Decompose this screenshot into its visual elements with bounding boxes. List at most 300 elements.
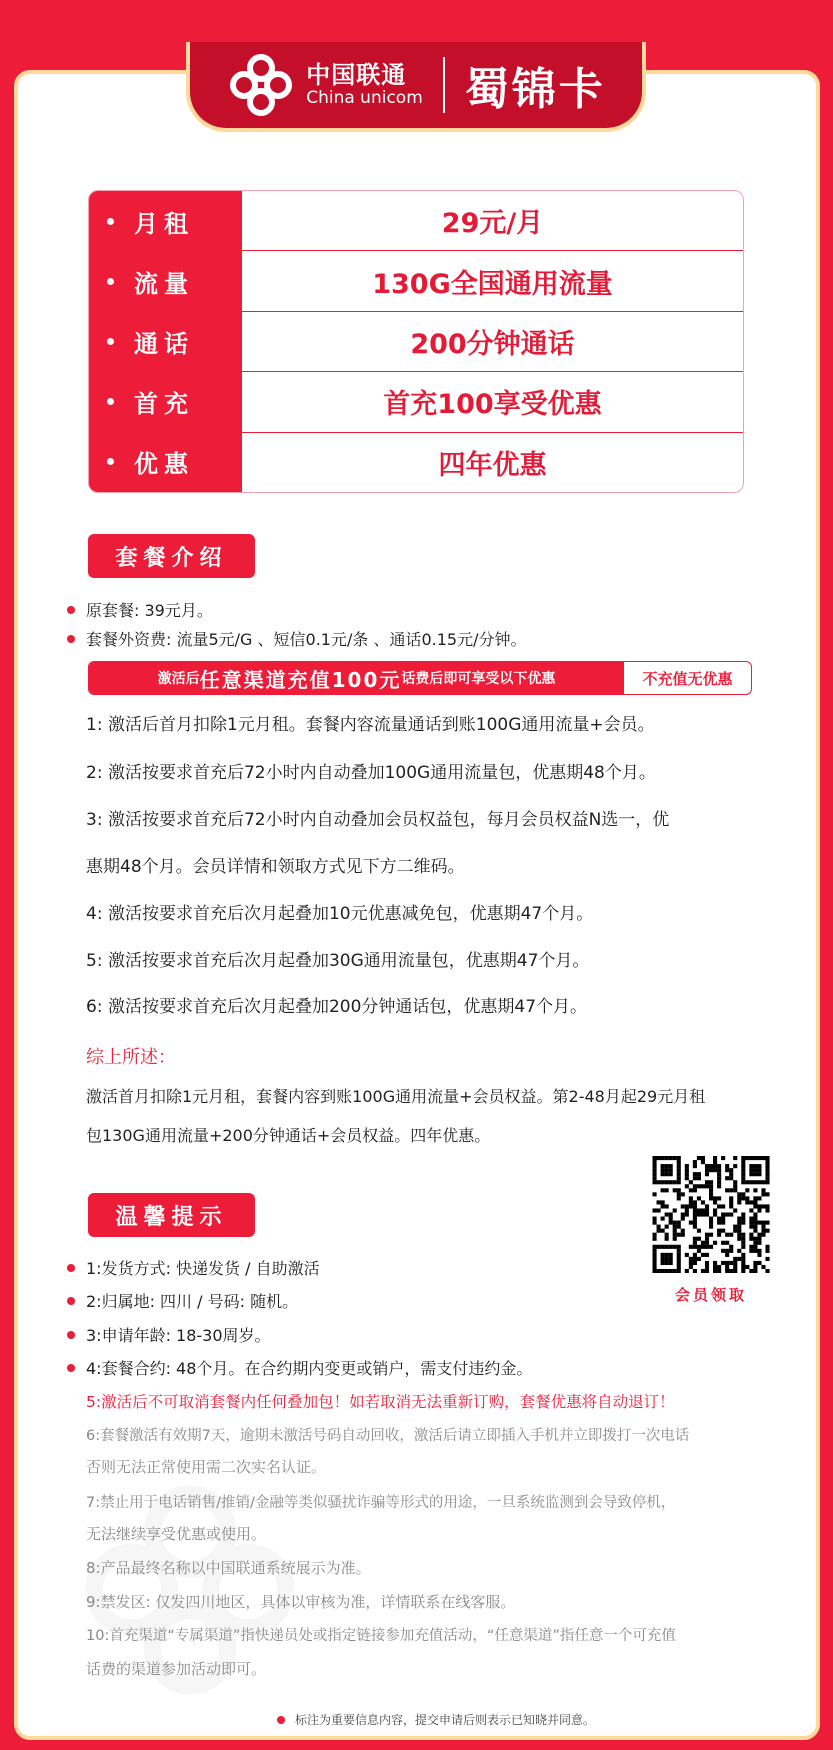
qr-module xyxy=(673,1229,677,1233)
qr-module xyxy=(729,1188,733,1192)
qr-module xyxy=(689,1188,693,1192)
qr-module xyxy=(721,1217,725,1221)
qr-module xyxy=(745,1200,749,1204)
qr-module xyxy=(685,1253,689,1257)
qr-module xyxy=(697,1237,701,1241)
qr-module xyxy=(685,1204,689,1208)
qr-module xyxy=(757,1156,761,1160)
intro-bullet: 套餐外资费: 流量5元/G 、短信0.1元/条 、通话0.15元/分钟。 xyxy=(86,630,527,649)
qr-module xyxy=(701,1245,705,1249)
qr-module xyxy=(765,1172,769,1176)
qr-module xyxy=(665,1269,669,1273)
bullet-icon xyxy=(67,1331,75,1339)
qr-module xyxy=(721,1249,725,1253)
qr-module xyxy=(677,1225,681,1229)
qr-module xyxy=(753,1241,757,1245)
qr-module xyxy=(741,1253,745,1257)
qr-module xyxy=(693,1204,697,1208)
qr-module xyxy=(653,1265,657,1269)
qr-module xyxy=(713,1241,717,1245)
qr-module xyxy=(749,1249,753,1253)
qr-module xyxy=(701,1241,705,1245)
qr-module xyxy=(753,1204,757,1208)
qr-module xyxy=(665,1225,669,1229)
qr-module xyxy=(729,1212,733,1216)
qr-module xyxy=(697,1249,701,1253)
qr-module xyxy=(681,1233,685,1237)
qr-module xyxy=(689,1221,693,1225)
qr-module xyxy=(725,1253,729,1257)
page-title: 蜀锦卡 xyxy=(464,64,606,115)
qr-module xyxy=(661,1261,665,1265)
qr-module xyxy=(693,1257,697,1261)
qr-module xyxy=(765,1180,769,1184)
qr-module xyxy=(673,1221,677,1225)
qr-module xyxy=(765,1204,769,1208)
tip-warning: 5:激活后不可取消套餐内任何叠加包！如若取消无法重新订购，套餐优惠将自动退订！ xyxy=(86,1393,675,1411)
qr-module xyxy=(709,1184,713,1188)
qr-module xyxy=(693,1269,697,1273)
qr-module xyxy=(717,1229,721,1233)
benefit-item: 6: 激活按要求首充后次月起叠加200分钟通话包，优惠期47个月。 xyxy=(86,997,588,1017)
section-heading-intro: 套餐介绍 xyxy=(88,534,255,578)
qr-module xyxy=(685,1164,689,1168)
qr-module xyxy=(705,1241,709,1245)
qr-module xyxy=(753,1217,757,1221)
qr-module xyxy=(697,1156,701,1160)
qr-module xyxy=(653,1257,657,1261)
qr-module xyxy=(653,1221,657,1225)
qr-module xyxy=(661,1229,665,1233)
qr-module xyxy=(741,1156,745,1160)
qr-module xyxy=(757,1221,761,1225)
qr-module xyxy=(729,1204,733,1208)
qr-module xyxy=(653,1237,657,1241)
qr-module xyxy=(681,1204,685,1208)
qr-module xyxy=(685,1176,689,1180)
qr-module xyxy=(673,1225,677,1229)
qr-module xyxy=(725,1265,729,1269)
qr-module xyxy=(733,1188,737,1192)
bullet-icon xyxy=(67,635,75,643)
qr-module xyxy=(733,1257,737,1261)
qr-module xyxy=(653,1176,657,1180)
qr-module xyxy=(717,1217,721,1221)
qr-module xyxy=(697,1212,701,1216)
conclusion-text: 激活首月扣除1元月租，套餐内容到账100G通用流量+会员权益。第2-48月起29元月租 xyxy=(86,1087,706,1106)
qr-module xyxy=(737,1233,741,1237)
qr-module xyxy=(757,1249,761,1253)
qr-module xyxy=(677,1245,681,1249)
qr-module xyxy=(713,1269,717,1273)
benefit-item: 2: 激活按要求首充后72小时内自动叠加100G通用流量包，优惠期48个月。 xyxy=(86,763,656,783)
qr-module xyxy=(689,1245,693,1249)
qr-module xyxy=(701,1253,705,1257)
qr-module xyxy=(669,1221,673,1225)
qr-module xyxy=(717,1196,721,1200)
qr-module xyxy=(657,1245,661,1249)
qr-module xyxy=(761,1233,765,1237)
bullet-icon xyxy=(107,278,114,285)
qr-module xyxy=(761,1180,765,1184)
qr-module xyxy=(669,1164,673,1168)
qr-module xyxy=(701,1269,705,1273)
qr-module xyxy=(741,1196,745,1200)
benefit-item: 惠期48个月。会员详情和领取方式见下方二维码。 xyxy=(86,857,465,877)
qr-module xyxy=(653,1253,657,1257)
qr-module xyxy=(753,1168,757,1172)
qr-module xyxy=(725,1233,729,1237)
qr-module xyxy=(685,1269,689,1273)
qr-module xyxy=(653,1249,657,1253)
qr-module xyxy=(753,1212,757,1216)
qr-module xyxy=(693,1217,697,1221)
qr-module xyxy=(757,1172,761,1176)
qr-module xyxy=(653,1180,657,1184)
tip-note: 无法继续享受优惠或使用。 xyxy=(86,1525,267,1543)
qr-module xyxy=(741,1257,745,1261)
qr-module xyxy=(753,1265,757,1269)
qr-module xyxy=(729,1269,733,1273)
qr-module xyxy=(733,1269,737,1273)
qr-module xyxy=(745,1196,749,1200)
qr-module xyxy=(717,1164,721,1168)
qr-module xyxy=(737,1217,741,1221)
qr-module xyxy=(689,1265,693,1269)
qr-module xyxy=(765,1164,769,1168)
qr-module xyxy=(749,1225,753,1229)
qr-module xyxy=(661,1180,665,1184)
qr-module xyxy=(701,1160,705,1164)
qr-module xyxy=(737,1257,741,1261)
qr-module xyxy=(709,1217,713,1221)
qr-module xyxy=(669,1212,673,1216)
qr-module xyxy=(653,1233,657,1237)
qr-module xyxy=(741,1160,745,1164)
qr-module xyxy=(677,1164,681,1168)
qr-module xyxy=(709,1221,713,1225)
row-value: 29元/月 xyxy=(242,191,743,251)
qr-module xyxy=(705,1269,709,1273)
qr-module xyxy=(693,1176,697,1180)
qr-module xyxy=(665,1164,669,1168)
qr-module xyxy=(697,1196,701,1200)
tip-item: 4:套餐合约: 48个月。在合约期内变更或销户，需支付违约金。 xyxy=(86,1359,533,1378)
qr-module xyxy=(677,1188,681,1192)
qr-module xyxy=(669,1156,673,1160)
qr-module xyxy=(713,1212,717,1216)
qr-module xyxy=(753,1261,757,1265)
qr-module xyxy=(753,1172,757,1176)
qr-module xyxy=(709,1196,713,1200)
qr-module xyxy=(693,1208,697,1212)
qr-module xyxy=(749,1168,753,1172)
qr-module xyxy=(753,1188,757,1192)
qr-module xyxy=(729,1168,733,1172)
qr-module xyxy=(653,1172,657,1176)
qr-module xyxy=(677,1196,681,1200)
qr-module xyxy=(753,1245,757,1249)
qr-module xyxy=(741,1180,745,1184)
qr-module xyxy=(757,1253,761,1257)
tip-note: 9:禁发区: 仅发四川地区，具体以审核为准，详情联系在线客服。 xyxy=(86,1593,516,1611)
tip-note: 10:首充渠道“专属渠道”指快递员处或指定链接参加充值活动，“任意渠道”指任意一个可充值 xyxy=(86,1628,676,1644)
qr-module xyxy=(713,1164,717,1168)
qr-module xyxy=(737,1237,741,1241)
row-value: 四年优惠 xyxy=(438,449,547,481)
qr-module xyxy=(701,1184,705,1188)
qr-module xyxy=(661,1156,665,1160)
qr-module xyxy=(701,1200,705,1204)
qr-module xyxy=(721,1156,725,1160)
qr-module xyxy=(741,1241,745,1245)
row-label: 流量 xyxy=(89,251,242,311)
qr-module xyxy=(717,1265,721,1269)
qr-module xyxy=(765,1168,769,1172)
qr-module xyxy=(753,1221,757,1225)
benefit-item: 1: 激活后首月扣除1元月租。套餐内容流量通话到账100G通用流量+会员。 xyxy=(86,715,655,735)
qr-module xyxy=(733,1156,737,1160)
benefit-item: 5: 激活按要求首充后次月起叠加30G通用流量包，优惠期47个月。 xyxy=(86,951,590,971)
qr-module xyxy=(677,1265,681,1269)
qr-module xyxy=(733,1164,737,1168)
qr-module xyxy=(741,1245,745,1249)
qr-module xyxy=(729,1233,733,1237)
qr-module xyxy=(733,1225,737,1229)
qr-module xyxy=(709,1225,713,1229)
tip-note: 7:禁止用于电话销售/推销/金融等类似骚扰诈骗等形式的用途，一旦系统监测到会导致停机， xyxy=(86,1495,676,1511)
qr-module xyxy=(657,1200,661,1204)
qr-module xyxy=(661,1168,665,1172)
row-label: 通话 xyxy=(89,311,242,371)
qr-module xyxy=(685,1172,689,1176)
brand-name-cn: 中国联通 xyxy=(306,61,407,90)
bullet-icon xyxy=(277,1716,285,1724)
qr-module xyxy=(713,1168,717,1172)
qr-module xyxy=(705,1180,709,1184)
qr-module xyxy=(741,1176,745,1180)
qr-module xyxy=(713,1261,717,1265)
bullet-icon xyxy=(107,338,114,345)
qr-module xyxy=(661,1172,665,1176)
qr-module xyxy=(661,1253,665,1257)
qr-module xyxy=(749,1164,753,1168)
qr-module xyxy=(661,1257,665,1261)
qr-module xyxy=(757,1208,761,1212)
qr-module xyxy=(757,1204,761,1208)
qr-module xyxy=(745,1265,749,1269)
qr-module xyxy=(753,1180,757,1184)
qr-module xyxy=(709,1233,713,1237)
qr-module xyxy=(737,1196,741,1200)
qr-module xyxy=(765,1269,769,1273)
qr-module xyxy=(753,1225,757,1229)
bullet-icon xyxy=(107,218,114,225)
qr-module xyxy=(677,1257,681,1261)
qr-module xyxy=(665,1261,669,1265)
qr-module xyxy=(705,1184,709,1188)
qr-module xyxy=(657,1269,661,1273)
tip-note: 否则无法正常使用需二次实名认证。 xyxy=(86,1458,327,1476)
qr-module xyxy=(741,1168,745,1172)
qr-module xyxy=(657,1229,661,1233)
qr-module xyxy=(705,1212,709,1216)
qr-module xyxy=(665,1172,669,1176)
qr-module xyxy=(669,1180,673,1184)
qr-module xyxy=(653,1168,657,1172)
qr-module xyxy=(677,1176,681,1180)
qr-module xyxy=(733,1261,737,1265)
qr-module xyxy=(757,1180,761,1184)
qr-module xyxy=(689,1261,693,1265)
qr-module xyxy=(749,1217,753,1221)
qr-module xyxy=(717,1176,721,1180)
qr-module xyxy=(661,1164,665,1168)
qr-module xyxy=(713,1200,717,1204)
qr-module xyxy=(705,1172,709,1176)
qr-module xyxy=(737,1221,741,1225)
qr-module xyxy=(717,1204,721,1208)
benefit-item: 3: 激活按要求首充后72小时内自动叠加会员权益包，每月会员权益N选一，优 xyxy=(86,810,670,830)
qr-module xyxy=(745,1180,749,1184)
qr-module xyxy=(749,1180,753,1184)
qr-module xyxy=(729,1261,733,1265)
qr-module xyxy=(761,1204,765,1208)
qr-module xyxy=(749,1221,753,1225)
qr-module xyxy=(753,1229,757,1233)
qr-module xyxy=(741,1164,745,1168)
qr-module xyxy=(677,1261,681,1265)
qr-module xyxy=(697,1245,701,1249)
qr-module xyxy=(717,1184,721,1188)
qr-module xyxy=(737,1200,741,1204)
tip-note: 6:套餐激活有效期7天，逾期未激活号码自动回收，激活后请立即插入手机并立即拨打一次电话 xyxy=(86,1428,690,1444)
qr-module xyxy=(669,1269,673,1273)
qr-module xyxy=(697,1208,701,1212)
qr-module xyxy=(765,1249,769,1253)
qr-module xyxy=(657,1225,661,1229)
qr-module xyxy=(653,1192,657,1196)
qr-module xyxy=(697,1257,701,1261)
qr-module xyxy=(705,1233,709,1237)
qr-module xyxy=(697,1229,701,1233)
qr-module xyxy=(669,1253,673,1257)
bullet-icon xyxy=(67,606,75,614)
qr-module xyxy=(729,1245,733,1249)
qr-caption: 会员领取 xyxy=(674,1286,747,1304)
row-label: 优惠 xyxy=(89,432,242,492)
qr-module xyxy=(693,1160,697,1164)
tip-item: 3:申请年龄: 18-30周岁。 xyxy=(86,1326,271,1345)
qr-module xyxy=(677,1160,681,1164)
qr-module xyxy=(757,1233,761,1237)
qr-module xyxy=(701,1156,705,1160)
qr-module xyxy=(705,1204,709,1208)
qr-module xyxy=(737,1192,741,1196)
qr-module xyxy=(669,1245,673,1249)
qr-module xyxy=(669,1217,673,1221)
qr-module xyxy=(729,1176,733,1180)
benefit-item: 4: 激活按要求首充后次月起叠加10元优惠减免包，优惠期47个月。 xyxy=(86,904,594,924)
tip-note: 话费的渠道参加活动即可。 xyxy=(86,1660,267,1678)
qr-module xyxy=(665,1245,669,1249)
qr-module xyxy=(665,1212,669,1216)
qr-module xyxy=(673,1233,677,1237)
qr-module xyxy=(761,1188,765,1192)
qr-module xyxy=(725,1168,729,1172)
qr-module xyxy=(717,1269,721,1273)
qr-module xyxy=(713,1156,717,1160)
qr-module xyxy=(697,1176,701,1180)
qr-module xyxy=(665,1233,669,1237)
qr-module xyxy=(741,1192,745,1196)
section-heading-tips: 温馨提示 xyxy=(88,1193,255,1237)
qr-module xyxy=(693,1164,697,1168)
qr-module xyxy=(765,1257,769,1261)
qr-module xyxy=(681,1217,685,1221)
qr-module xyxy=(765,1192,769,1196)
qr-module xyxy=(705,1237,709,1241)
qr-module xyxy=(709,1180,713,1184)
qr-module xyxy=(661,1245,665,1249)
qr-module xyxy=(685,1184,689,1188)
qr-module xyxy=(693,1212,697,1216)
recharge-banner xyxy=(88,661,752,695)
qr-module xyxy=(709,1164,713,1168)
tip-item: 1:发货方式: 快递发货 / 自助激活 xyxy=(86,1259,320,1278)
qr-module xyxy=(753,1249,757,1253)
qr-module xyxy=(757,1168,761,1172)
qr-module xyxy=(673,1180,677,1184)
qr-module xyxy=(673,1188,677,1192)
qr-module xyxy=(665,1257,669,1261)
qr-module xyxy=(677,1172,681,1176)
qr-module xyxy=(725,1249,729,1253)
banner-prefix: 激活后 xyxy=(157,671,200,687)
tip-item: 2:归属地: 四川 / 号码: 随机。 xyxy=(86,1292,299,1311)
qr-module xyxy=(737,1249,741,1253)
footer-note: 标注为重要信息内容，提交申请后则表示已知晓并同意。 xyxy=(295,1713,596,1727)
qr-module xyxy=(765,1208,769,1212)
qr-module xyxy=(729,1196,733,1200)
qr-module xyxy=(753,1269,757,1273)
qr-module xyxy=(733,1208,737,1212)
qr-module xyxy=(689,1257,693,1261)
qr-module xyxy=(709,1245,713,1249)
qr-module xyxy=(717,1172,721,1176)
qr-module xyxy=(653,1164,657,1168)
qr-module xyxy=(765,1156,769,1160)
qr-module xyxy=(733,1184,737,1188)
qr-module xyxy=(693,1241,697,1245)
qr-module xyxy=(693,1188,697,1192)
qr-module xyxy=(713,1265,717,1269)
qr-module xyxy=(677,1192,681,1196)
qr-module xyxy=(749,1237,753,1241)
qr-module xyxy=(709,1168,713,1172)
qr-module xyxy=(689,1180,693,1184)
qr-module xyxy=(701,1208,705,1212)
qr-module xyxy=(665,1237,669,1241)
qr-module xyxy=(765,1160,769,1164)
qr-module xyxy=(677,1233,681,1237)
qr-module xyxy=(681,1212,685,1216)
qr-module xyxy=(761,1192,765,1196)
qr-module xyxy=(741,1265,745,1269)
qr-module xyxy=(653,1156,657,1160)
qr-code[interactable] xyxy=(651,1156,771,1273)
qr-module xyxy=(765,1229,769,1233)
